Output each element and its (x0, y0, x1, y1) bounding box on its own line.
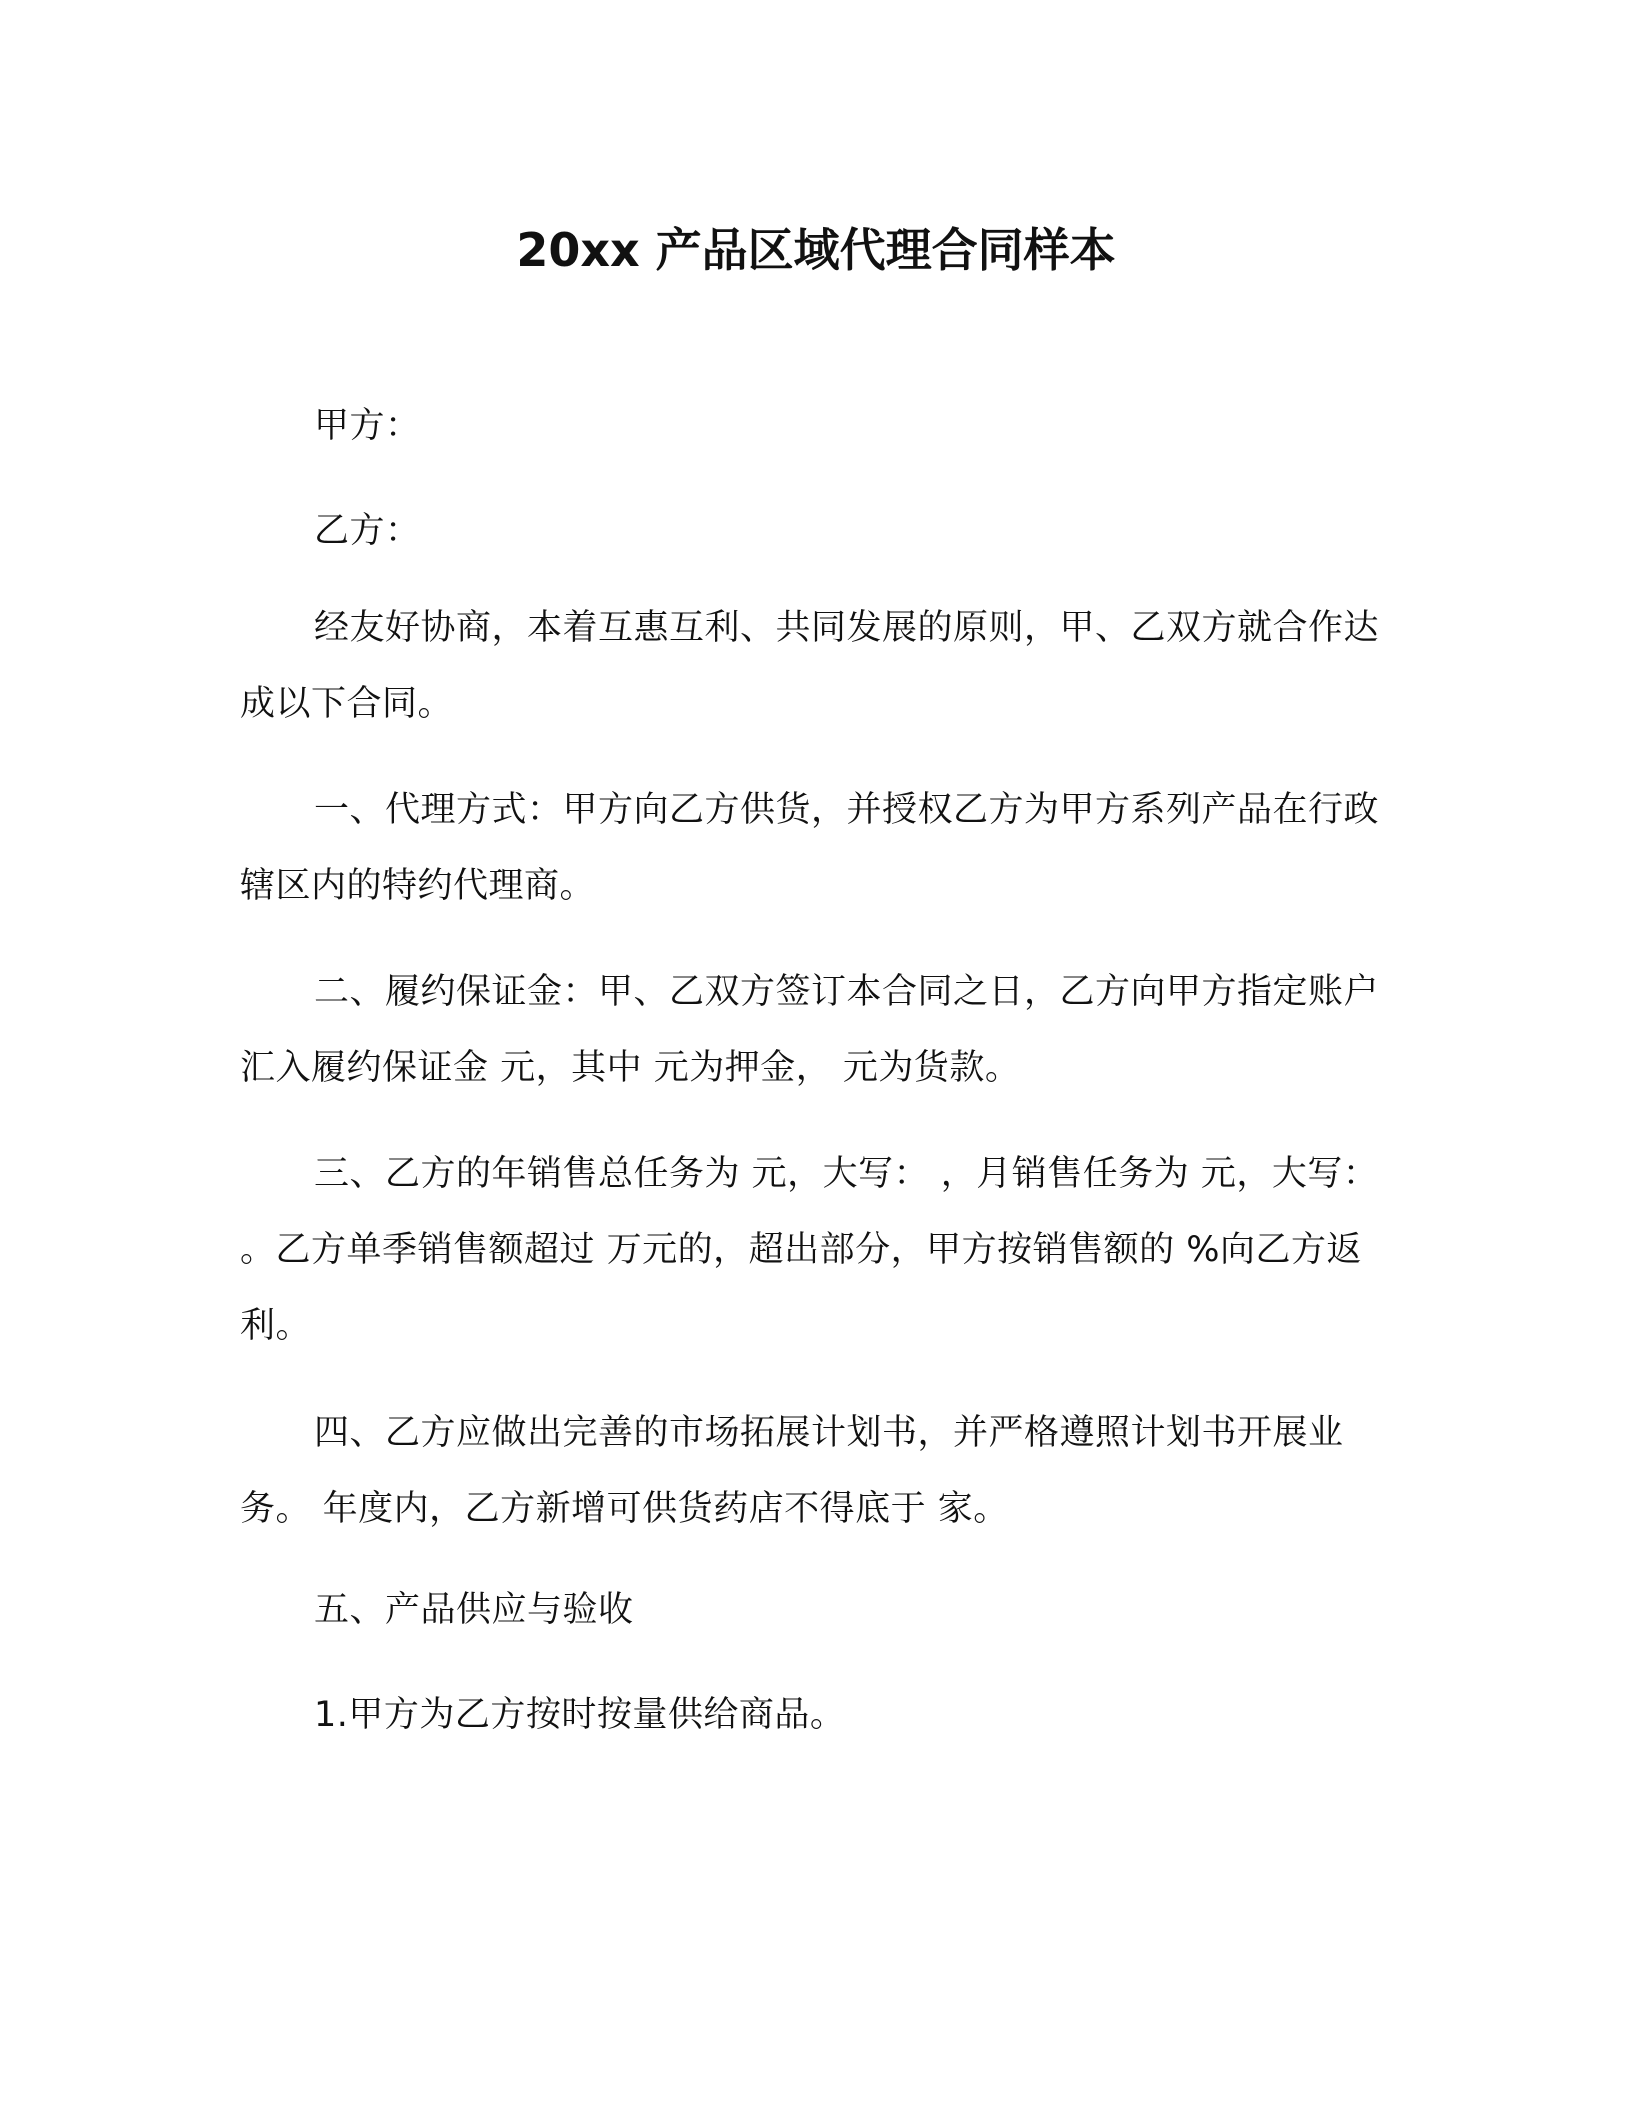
clause-4 (240, 1395, 1380, 1547)
clause-2-text: 二、履约保证金：甲、乙双方签订本合同之日，乙方向甲方指定账户汇入履约保证金 元，其中 元为押金， 元为货款。 (240, 972, 1380, 1088)
intro-text: 经友好协商，本着互惠互利、共同发展的原则，甲、乙双方就合作达成以下合同。 (240, 608, 1380, 724)
clause-3 (240, 1136, 1380, 1364)
clause-2 (240, 954, 1380, 1106)
clause-4-text: 四、乙方应做出完善的市场拓展计划书，并严格遵照计划书开展业务。 年度内，乙方新增可供货药店不得底于 家。 (240, 1413, 1344, 1529)
clause-5-heading: 五、产品供应与验收 (314, 1590, 634, 1630)
party-b-label: 乙方： (314, 511, 421, 551)
document-title: 20xx 产品区域代理合同样本 (516, 223, 1116, 277)
party-a-label: 甲方： (314, 406, 421, 446)
intro-paragraph (240, 590, 1380, 742)
clause-1-text: 一、代理方式：甲方向乙方供货，并授权乙方为甲方系列产品在行政辖区内的特约代理商。 (240, 790, 1380, 906)
clause-3-text: 三、乙方的年销售总任务为 元，大写： ，月销售任务为 元，大写： 。乙方单季销售额超过 万元的，超出部分，甲方按销售额的 %向乙方返利。 (240, 1154, 1379, 1346)
clause-1 (240, 772, 1380, 924)
clause-5-item-1: 1.甲方为乙方按时按量供给商品。 (314, 1695, 846, 1735)
